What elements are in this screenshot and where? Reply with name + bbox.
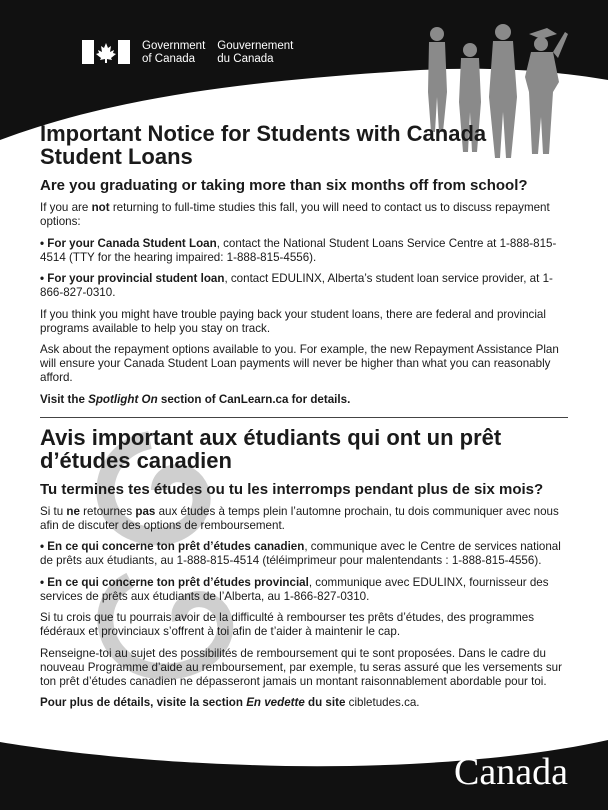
canada-wordmark-text: Canada: [454, 751, 568, 793]
gov-name-french: Gouvernement du Canada: [217, 40, 294, 65]
french-subtitle: Tu termines tes études ou tu les interromps pendant plus de six mois?: [40, 480, 544, 498]
english-intro: If you are not returning to full-time studies this fall, you will need to contact us to discuss repayment options:: [40, 201, 550, 228]
english-repayment-text: Ask about the repayment options available to you. For example, the new Repayment Assistance Plan will ensure your Canada Student Loan payments will never be higher than what you can reasonably afford.: [40, 343, 559, 384]
french-bullet-federal: • En ce qui concerne ton prêt d’études canadien, communique avec le Centre de services national de prêts aux étudiants, au 1-888-815-4514 (téléimprimeur pour malentendants : 1-888-815-4556).: [40, 540, 561, 567]
gov-name-english: Government of Canada: [142, 40, 206, 65]
government-signature: [82, 40, 293, 66]
english-bullet-federal: • For your Canada Student Loan, contact the National Student Loans Service Centre at 1-888-815-4514 (TTY for the hearing impaired: 1-888-815-4556).: [40, 236, 557, 264]
canada-flag-icon: [82, 40, 130, 64]
french-title: Avis important aux étudiants qui ont un prêt d’études canadien: [40, 424, 502, 473]
english-bullet-provincial: • For your provincial student loan, contact EDULINX, Alberta’s student loan service provider, at 1-866-827-0310.: [40, 272, 553, 299]
english-programs-text: If you think you might have trouble paying back your student loans, there are federal and provincial programs available to help you stay on track.: [40, 307, 546, 335]
english-title: Important Notice for Students with Canada Student Loans: [40, 121, 487, 169]
canada-wordmark: [454, 752, 568, 792]
french-intro: Si tu ne retournes pas aux études à temps plein l’automne prochain, tu dois communiquer avec nous afin de discuter des options de remboursement.: [40, 504, 559, 532]
notice-content: [40, 122, 568, 718]
french-visit-text: Pour plus de détails, visite la section En vedette du site cibletudes.ca.: [40, 696, 420, 709]
french-section: [40, 426, 568, 711]
section-divider: [40, 417, 568, 418]
french-bullet-provincial: • En ce qui concerne ton prêt d’études provincial, communique avec EDULINX, fournisseur des services de prêts aux étudiants de l’Alberta, au 1-866-827-0310.: [40, 575, 549, 603]
english-subtitle: Are you graduating or taking more than six months off from school?: [40, 177, 528, 194]
english-visit-text: Visit the Spotlight On section of CanLearn.ca for details.: [40, 392, 351, 406]
french-repayment-text: Renseigne-toi au sujet des possibilités de remboursement qui te sont proposées. Dans le cadre du nouveau Programme d’aide au remboursement, par exemple, tu seras assuré que les versements sur ton prêt d’études canadien ne dépasseront jamais un montant raisonnablement abordable pour toi.: [40, 646, 562, 688]
english-section: [40, 122, 568, 407]
french-programs-text: Si tu crois que tu pourrais avoir de la difficulté à rembourser tes prêts d’études, des programmes fédéraux et provinciaux s’offrent à toi afin de t’aider à maintenir le cap.: [40, 611, 535, 638]
